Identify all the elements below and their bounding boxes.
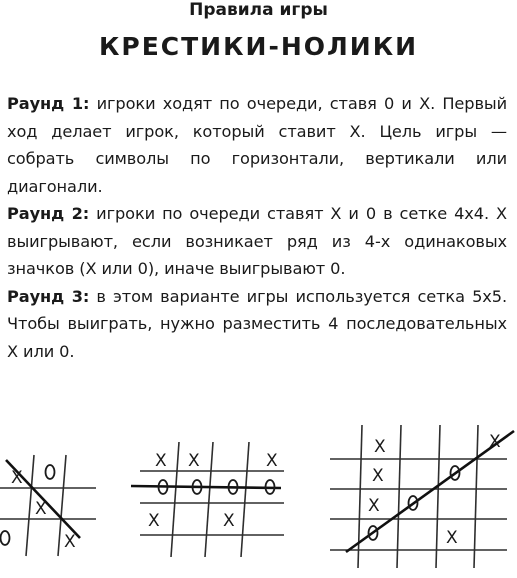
page-title: КРЕСТИКИ-НОЛИКИ	[98, 32, 419, 61]
board-4x4	[131, 442, 284, 557]
x-mark: X	[372, 466, 384, 486]
o-mark	[46, 465, 55, 479]
board-5x5	[330, 425, 514, 568]
x-mark: X	[188, 451, 200, 471]
x-mark: X	[148, 511, 160, 531]
x-mark: X	[446, 528, 458, 548]
x-mark: X	[11, 468, 23, 488]
winning-line	[131, 486, 281, 488]
x-mark: X	[35, 499, 47, 519]
x-mark: X	[223, 511, 235, 531]
x-mark: X	[64, 532, 76, 552]
x-mark: X	[266, 451, 278, 471]
grid-line	[241, 442, 249, 557]
grid-line	[26, 455, 34, 556]
grid-line	[474, 425, 478, 568]
x-mark: X	[489, 432, 501, 452]
o-mark	[1, 531, 10, 545]
grid-line	[358, 425, 362, 568]
rule-round-2-label: Раунд 2:	[7, 204, 90, 223]
rule-round-2-text: игроки по очереди ставят Х и 0 в сетке 4х4. Х выигрывают, если возникает ряд из 4-х одинаковых значков (Х или 0), иначе выигрывают 0.	[7, 204, 507, 278]
rule-round-3-label: Раунд 3:	[7, 286, 90, 306]
x-mark: X	[155, 451, 167, 471]
grid-line	[397, 425, 401, 568]
board-3x3	[0, 455, 96, 556]
page-subtitle: Правила игры	[189, 0, 328, 20]
x-mark: X	[368, 496, 380, 516]
grid-line	[205, 442, 213, 557]
rule-round-1-label: Раунд 1:	[7, 94, 90, 113]
x-mark: X	[374, 437, 386, 457]
rule-round-3-text: в этом варианте игры используется сетка 5х5. Чтобы выиграть, нужно разместить 4 последовательных Х или 0.	[7, 286, 507, 361]
grid-line	[171, 442, 179, 557]
grid-line	[436, 425, 440, 568]
rule-round-1-text: игроки ходят по очереди, ставя 0 и Х. Первый ход делает игрок, который ставит Х. Цель игры — собрать символы по горизонтали, вертикали или диагонали.	[7, 94, 507, 196]
